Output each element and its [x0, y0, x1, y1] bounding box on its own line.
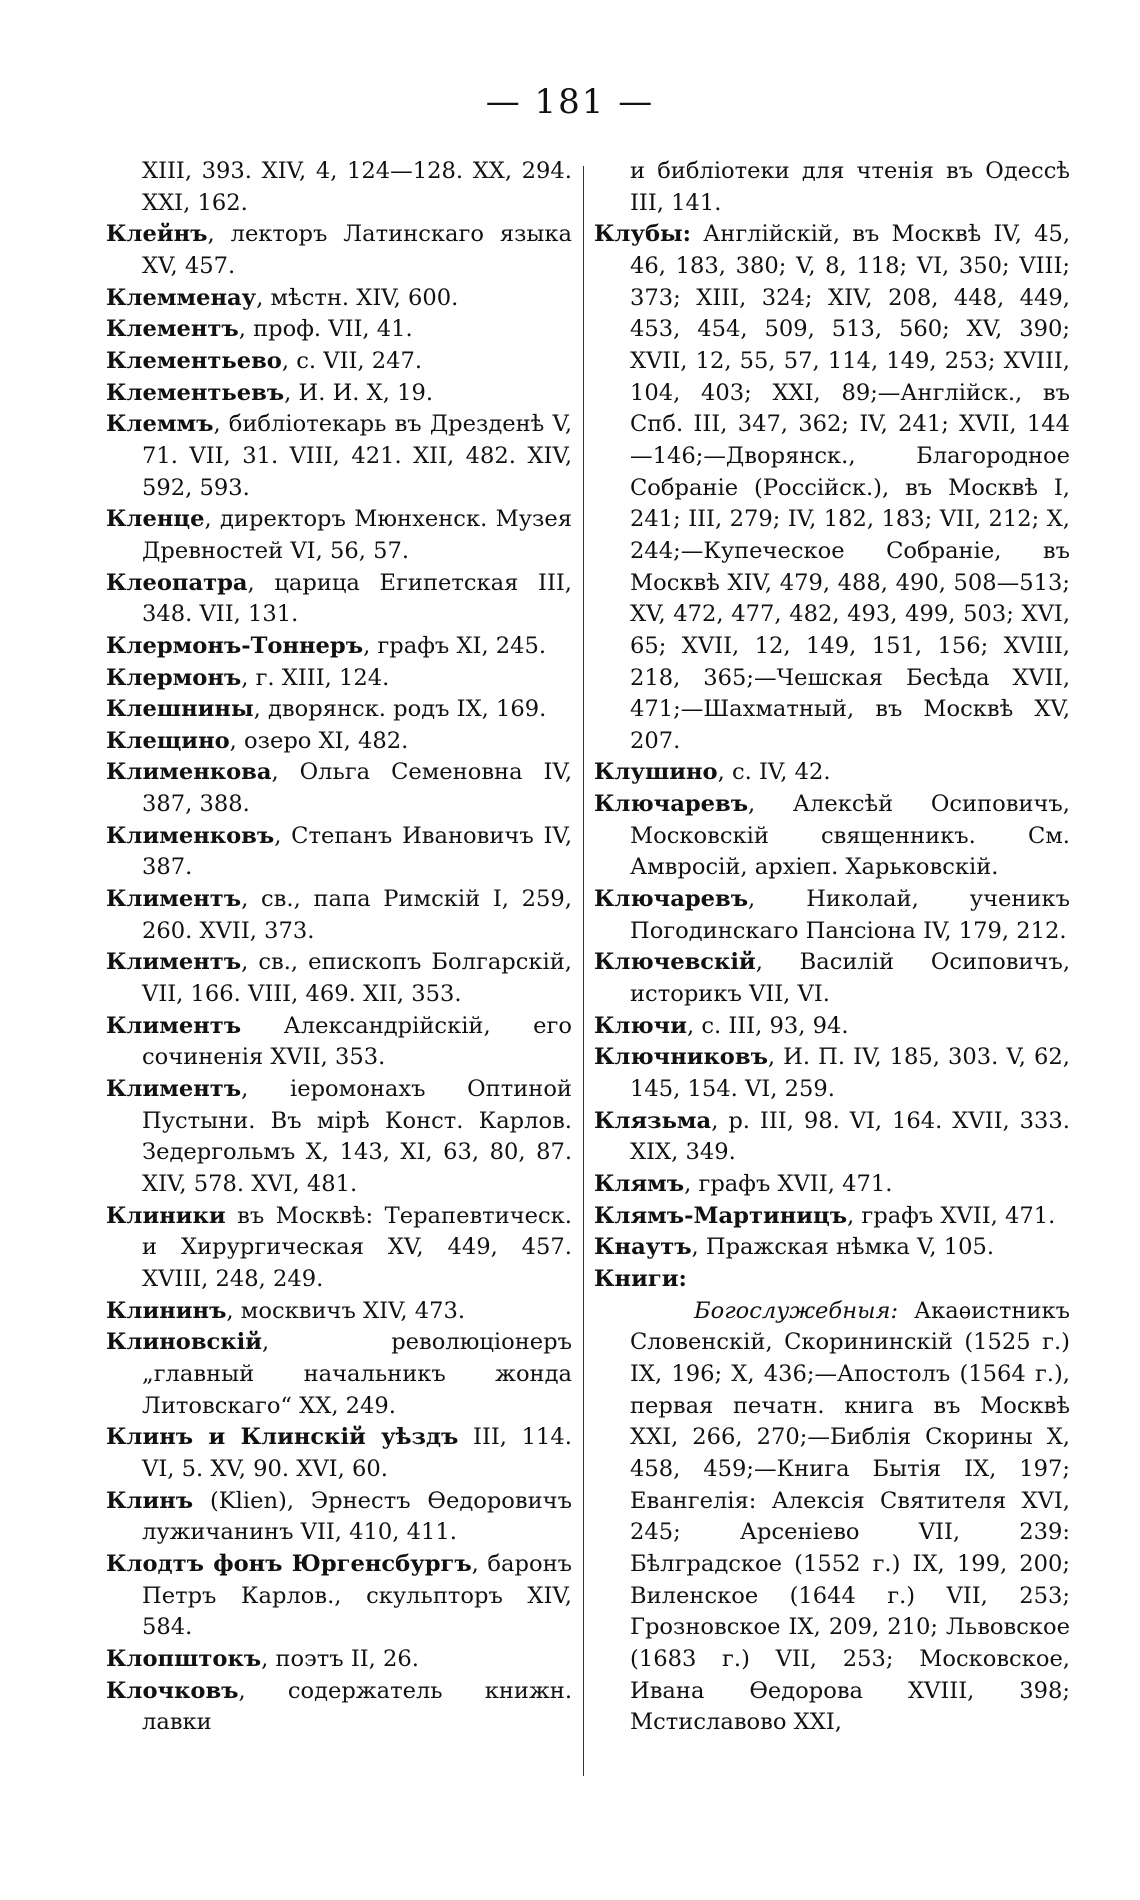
index-headword: Климентъ [106, 886, 242, 913]
index-headword: Клубы: [594, 221, 692, 248]
index-headword: Клочковъ [106, 1677, 239, 1704]
index-headword: Книги: [594, 1265, 687, 1292]
index-subentry [594, 1296, 1070, 1739]
index-entry [594, 884, 1070, 947]
index-references: , г. XIII, 124. [241, 664, 390, 691]
index-headword: Клешнины [106, 696, 254, 723]
index-headword: Клямъ-Мартиницъ [594, 1202, 848, 1229]
index-entry [106, 219, 572, 282]
right-column [594, 156, 1070, 1739]
index-headword: Клементьевъ [106, 379, 285, 406]
index-entry [594, 1201, 1070, 1233]
index-references: , Ольга Семеновна IV, 387, 388. [142, 759, 572, 818]
index-references: , с. VII, 247. [281, 347, 423, 374]
index-entry [594, 1042, 1070, 1105]
index-references: , Пражская нѣмка V, 105. [691, 1234, 995, 1261]
index-references: , графъ XVII, 471. [684, 1171, 893, 1197]
index-entry [106, 283, 572, 315]
index-headword: Клейнъ [106, 221, 208, 248]
index-references: , И. П. IV, 185, 303. V, 62, 145, 154. VI, 259. [630, 1044, 1070, 1103]
index-entry [106, 1011, 572, 1074]
index-references: , проф. VII, 41. [238, 316, 413, 343]
left-column [106, 156, 572, 1739]
index-entry [594, 1264, 1070, 1296]
index-entry [106, 1296, 572, 1328]
index-headword: Ключаревъ [594, 791, 749, 818]
index-headword: Клермонъ [106, 664, 242, 691]
index-references: , библіотекарь въ Дрезденѣ V, 71. VII, 31. VIII, 421. XII, 482. XIV, 592, 593. [142, 411, 572, 501]
index-references: , Алексѣй Осиповичъ, Московскій священникъ. См. Амвросій, архіеп. Харьковскій. [630, 791, 1070, 881]
index-references: Александрійскій, его сочиненія XVII, 353. [142, 1012, 572, 1071]
index-entry [594, 219, 1070, 757]
index-headword: Клязьма [594, 1107, 712, 1134]
index-references: , поэтъ II, 26. [261, 1645, 419, 1672]
index-headword: Ключевскій [594, 949, 756, 976]
index-entry-continuation: и библіотеки для чтенія въ Одессѣ III, 141. [630, 158, 1070, 216]
index-entry [594, 1011, 1070, 1043]
index-entry [106, 568, 572, 631]
index-entry [106, 821, 572, 884]
index-references: , іеромонахъ Оптиной Пустыни. Въ мірѣ Конст. Карлов. Зедергольмъ X, 143, XI, 63, 80, 87. XIV, 578. XVI, 481. [142, 1076, 572, 1197]
index-headword: Климентъ [106, 949, 242, 976]
index-references: (Klien), Эрнестъ Ѳедоровичъ лужичанинъ VII, 410, 411. [142, 1487, 572, 1546]
index-entry [106, 1549, 572, 1644]
index-headword: Клиновскій [106, 1329, 262, 1356]
index-headword: Кленце [106, 506, 205, 533]
index-references: , дворянск. родъ IX, 169. [253, 696, 547, 723]
index-entry [106, 757, 572, 820]
subentry-references: Акаѳистникъ Словенскій, Скорининскій (1525 г.) IX, 196; X, 436;—Апостолъ (1564 г.), первая печатн. книга въ Москвѣ XXI, 266, 270;—Библія Скорины X, 458, 459;—Книга Бытія IX, 197; Евангелія: Алексія Святителя XVI, 245; Арсеніево VII, 239: Бѣлградское (1552 г.) IX, 199, 200; Виленское (1644 г.) VII, 253; Грозновское IX, 209, 210; Львовское (1683 г.) VII, 253; Московское, Ивана Ѳедорова XVIII, 398; Мстиславово XXI, [630, 1297, 1070, 1736]
index-references: , баронъ Петръ Карлов., скульпторъ XIV, 584. [142, 1550, 572, 1641]
index-headword: Клинъ [106, 1487, 194, 1514]
index-entry [106, 1201, 572, 1296]
index-entry [106, 663, 572, 695]
index-entry [106, 1422, 572, 1485]
index-references: , Василій Осиповичъ, историкъ VII, VI. [630, 949, 1070, 1008]
index-headword: Клушино [594, 759, 718, 786]
index-references: , лекторъ Латинскаго языка XV, 457. [142, 221, 572, 279]
index-entry [106, 947, 572, 1010]
index-headword: Кнаутъ [594, 1234, 692, 1261]
index-entry [106, 694, 572, 726]
index-entry [594, 1106, 1070, 1169]
index-headword: Клименковъ [106, 822, 275, 849]
index-headword: Ключниковъ [594, 1044, 768, 1071]
index-entry [106, 726, 572, 758]
index-references: , мѣстн. XIV, 600. [256, 284, 459, 311]
index-headword: Климентъ [106, 1012, 242, 1039]
index-entry [106, 1644, 572, 1676]
subentry-label: Богослужебныя: [694, 1297, 899, 1324]
index-entry [106, 1676, 572, 1739]
column-divider [583, 166, 584, 1776]
index-headword: Клементьево [106, 347, 282, 374]
index-headword: Клинъ и Клинскій уѣздъ [106, 1424, 459, 1451]
index-headword: Клементъ [106, 316, 239, 343]
index-entry [106, 314, 572, 346]
index-entry [106, 409, 572, 504]
index-headword: Клеопатра [106, 569, 248, 596]
index-references: , директоръ Мюнхенск. Музея Древностей VI, 56, 57. [142, 506, 572, 564]
index-references: , содержатель книжн. лавки [142, 1677, 572, 1736]
index-headword: Ключаревъ [594, 886, 749, 913]
index-references: , И. И. X, 19. [284, 379, 434, 406]
index-references: , Николай, ученикъ Погодинскаго Пансіона IV, 179, 212. [630, 886, 1070, 944]
index-entry [106, 884, 572, 947]
index-references: Англійскій, въ Москвѣ IV, 45, 46, 183, 380; V, 8, 118; VI, 350; VIII; 373; XIII, 324; XIV, 208, 448, 449, 453, 454, 509, 513, 560; XV, 390; XVII, 12, 55, 57, 114, 149, 253; XVIII, 104, 403; XXI, 89;—Англійск., въ Спб. III, 347, 362; IV, 241; XVII, 144—146;—Дворянск., Благородное Собраніе (Россійск.), въ Москвѣ I, 241; III, 279; IV, 182, 183; VII, 212; X, 244;—Купеческое Собраніе, въ Москвѣ XIV, 479, 488, 490, 508—513; XV, 472, 477, 482, 493, 499, 503; XVI, 65; XVII, 12, 149, 151, 156; XVIII, 218, 365;—Чешская Бесѣда XVII, 471;—Шахматный, въ Москвѣ XV, 207. [630, 221, 1070, 754]
index-entry [594, 947, 1070, 1010]
index-headword: Клиники [106, 1202, 226, 1229]
index-references: , царица Египетская III, 348. VII, 131. [142, 569, 572, 628]
index-entry [106, 631, 572, 663]
index-entry-continuation: XIII, 393. XIV, 4, 124—128. XX, 294. XXI, 162. [142, 158, 572, 216]
index-entry [594, 757, 1070, 789]
index-entry [594, 789, 1070, 884]
page-number: — 181 — [485, 82, 655, 122]
index-entry [106, 378, 572, 410]
index-entry [106, 1074, 572, 1201]
index-references: , р. III, 98. VI, 164. XVII, 333. XIX, 349. [630, 1107, 1070, 1166]
index-references: , революціонеръ „главный начальникъ жонда Литовскаго“ XX, 249. [142, 1329, 572, 1419]
index-headword: Клямъ [594, 1171, 685, 1197]
index-entry [106, 346, 572, 378]
index-references: III, 114. VI, 5. XV, 90. XVI, 60. [142, 1424, 572, 1482]
index-headword: Клермонъ-Тоннеръ [106, 632, 364, 659]
index-entry [106, 1486, 572, 1549]
index-entry [106, 1327, 572, 1422]
index-references: , св., епископъ Болгарскій, VII, 166. VIII, 469. XII, 353. [142, 949, 572, 1008]
index-headword: Клещино [106, 727, 230, 754]
index-entry [594, 1232, 1070, 1264]
index-references: , Степанъ Ивановичъ IV, 387. [142, 822, 572, 881]
index-references: , с. III, 93, 94. [686, 1012, 849, 1039]
index-references: въ Москвѣ: Терапевтическ. и Хирургическая XV, 449, 457. XVIII, 248, 249. [142, 1202, 572, 1292]
index-references: , графъ XVII, 471. [847, 1202, 1056, 1229]
index-references: , св., папа Римскій I, 259, 260. XVII, 373. [142, 886, 572, 944]
index-headword: Клининъ [106, 1297, 227, 1324]
index-entry [594, 1169, 1070, 1201]
index-headword: Ключи [594, 1012, 687, 1039]
index-references: , графъ XI, 245. [363, 632, 547, 659]
index-references: , с. IV, 42. [717, 759, 831, 786]
index-headword: Клеммъ [106, 411, 214, 438]
index-references: , озеро XI, 482. [229, 727, 409, 754]
index-headword: Климентъ [106, 1076, 242, 1103]
index-headword: Клопштокъ [106, 1645, 262, 1672]
index-references: , москвичъ XIV, 473. [226, 1297, 466, 1324]
index-headword: Клемменау [106, 284, 257, 311]
index-entry [106, 504, 572, 567]
index-headword: Клодтъ фонъ Юргенсбургъ [106, 1550, 472, 1577]
index-headword: Клименкова [106, 759, 272, 786]
